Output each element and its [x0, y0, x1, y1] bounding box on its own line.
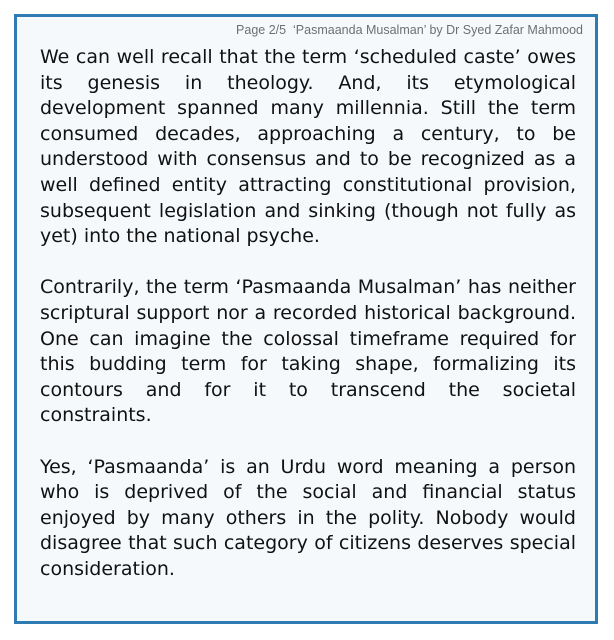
paragraph-2: Contrarily, the term ‘Pasmaanda Musalman’ has neither scriptural support nor a recorded historical background. One can imagine the colossal timeframe required for this budding term for taking shape, formalizing its contours and for it to transcend the societal constraints.: [40, 276, 576, 427]
paragraph-1: We can well recall that the term ‘scheduled caste’ owes its genesis in theology. And, its etymological development spanned many millennia. Still the term consumed decades, approaching a century, to be understood with consensus and to be recognized as a well defined entity attracting constitutional provision, subsequent legislation and sinking (though not fully as yet) into the national psyche.: [40, 46, 576, 248]
running-header: [236, 23, 583, 37]
page-number: Page 2/5: [236, 23, 287, 37]
paragraph-3: Yes, ‘Pasmaanda’ is an Urdu word meaning a person who is deprived of the social and financial status enjoyed by many others in the polity. Nobody would disagree that such category of citizens deserves special consideration.: [40, 455, 576, 580]
document-title: ‘Pasmaanda Musalman’: [293, 23, 426, 37]
document-page: [14, 14, 598, 624]
body-text: [40, 45, 576, 582]
document-author: by Dr Syed Zafar Mahmood: [429, 23, 583, 37]
